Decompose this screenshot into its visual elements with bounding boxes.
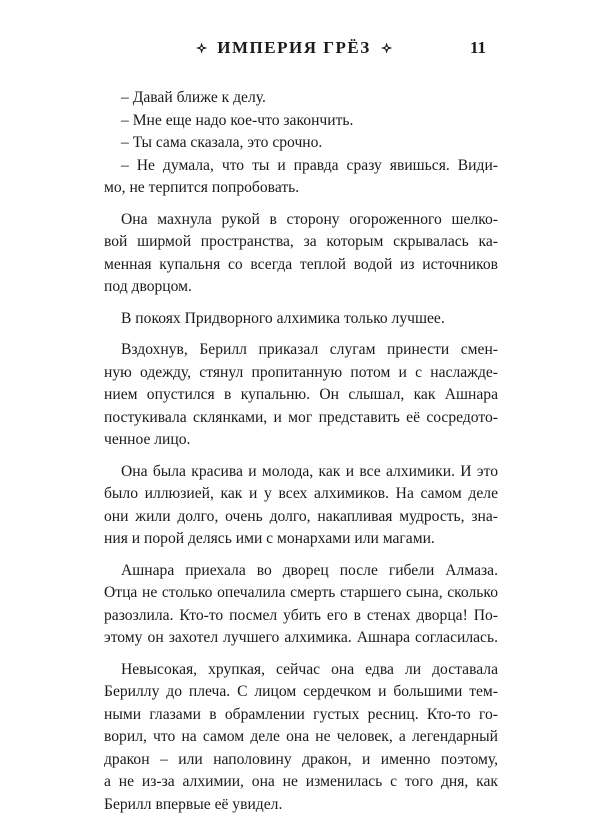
- text-line: В покоях Придворного алхимика только лучшее.: [104, 308, 498, 331]
- text-line: Бериллу до плеча. С лицом сердечком и большими тем-: [104, 681, 498, 704]
- text-line: Невысокая, хрупкая, сейчас она едва ли доставала: [104, 659, 498, 682]
- flourish-ornament-icon: [196, 42, 207, 54]
- text-line: этому он захотел лучшего алхимика. Ашнара согласилась.: [104, 627, 498, 650]
- text-line: – Ты сама сказала, это срочно.: [104, 132, 498, 155]
- text-line: Вздохнув, Берилл приказал слугам принести смен-: [104, 339, 498, 362]
- text-line: было иллюзией, как и у всех алхимиков. На самом деле: [104, 483, 498, 506]
- text-line: постукивала склянками, и мог представить её сосредото-: [104, 407, 498, 430]
- text-line: ворил, что на самом деле она не человек, а легендарный: [104, 726, 498, 749]
- book-title-header: [196, 38, 392, 58]
- text-line: ными глазами в обрамлении густых ресниц. Кто-то го-: [104, 704, 498, 727]
- page-number: 11: [470, 38, 486, 58]
- running-header: [0, 38, 600, 64]
- flourish-ornament-icon: [381, 42, 392, 54]
- text-line: ченное лицо.: [104, 429, 498, 452]
- text-line: ную одежду, стянул пропитанную потом и с наслажде-: [104, 362, 498, 385]
- text-line: Она махнула рукой в сторону огороженного шелко-: [104, 209, 498, 232]
- text-line: дракон – или наполовину дракон, и именно поэтому,: [104, 749, 498, 772]
- page-body-text: [104, 87, 498, 816]
- text-line: менная купальня со всегда теплой водой из источников: [104, 254, 498, 277]
- text-line: разозлила. Кто-то посмел убить его в стенах дворца! По-: [104, 605, 498, 628]
- text-line: – Не думала, что ты и правда сразу явишься. Види-: [104, 155, 498, 178]
- text-line: Отца не столько опечалила смерть старшего сына, сколько: [104, 582, 498, 605]
- text-line: вой ширмой пространства, за которым скрывалась ка-: [104, 231, 498, 254]
- text-line: они жили долго, очень долго, накапливая мудрость, зна-: [104, 506, 498, 529]
- text-line: ния и порой делясь ими с монархами или магами.: [104, 528, 498, 551]
- book-title: ИМПЕРИЯ ГРЁЗ: [217, 38, 370, 58]
- text-line: мо, не терпится попробовать.: [104, 177, 498, 200]
- text-line: под дворцом.: [104, 276, 498, 299]
- text-line: Берилл впервые её увидел.: [104, 794, 498, 816]
- text-line: Ашнара приехала во дворец после гибели Алмаза.: [104, 560, 498, 583]
- text-line: а не из-за алхимии, она не изменилась с того дня, как: [104, 771, 498, 794]
- text-line: – Давай ближе к делу.: [104, 87, 498, 110]
- text-line: Она была красива и молода, как и все алхимики. И это: [104, 461, 498, 484]
- text-line: – Мне еще надо кое-что закончить.: [104, 110, 498, 133]
- text-line: нием опустился в купальню. Он слышал, как Ашнара: [104, 384, 498, 407]
